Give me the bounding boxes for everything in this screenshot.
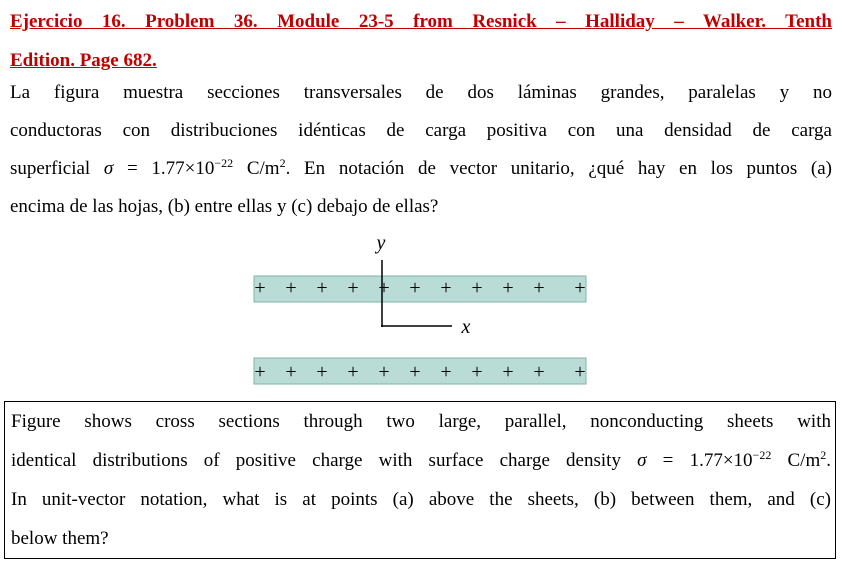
plus-charge-icon: +: [316, 277, 328, 299]
plus-charge-icon: +: [378, 277, 390, 299]
title-line-2: Edition. Page 682.: [10, 50, 157, 71]
plus-charge-icon: +: [347, 361, 359, 383]
english-line-4: below them?: [11, 528, 109, 549]
spanish-line-1: La figura muestra secciones transversales de dos láminas grandes, paralelas y no: [10, 82, 832, 103]
problem-title: [10, 2, 832, 80]
plus-charge-icon: +: [254, 361, 266, 383]
y-axis-label: y: [376, 232, 386, 254]
plus-charge-icon: +: [502, 277, 514, 299]
plus-charge-icon: +: [440, 361, 452, 383]
x-axis-label: x: [461, 316, 471, 338]
english-line-2: identical distributions of positive charge with surface charge density $\sigma = 1.77\times 10^{-22}$ $C/m^2$.: [11, 448, 831, 471]
plus-charge-icon: +: [316, 361, 328, 383]
plus-charge-icon: +: [254, 277, 266, 299]
english-line-1: Figure shows cross sections through two large, parallel, nonconducting sheets with: [11, 411, 831, 432]
plus-charge-icon: +: [285, 361, 297, 383]
plus-charge-icon: +: [574, 361, 586, 383]
title-line-1: Ejercicio 16. Problem 36. Module 23-5 from Resnick – Halliday – Walker. Tenth: [10, 11, 832, 32]
spanish-statement: [10, 74, 832, 226]
spanish-line-4: encima de las hojas, (b) entre ellas y (c) debajo de ellas?: [10, 196, 439, 217]
plus-charge-icon: +: [440, 277, 452, 299]
plus-charge-icon: +: [409, 277, 421, 299]
spanish-line-3: superficial $\sigma = 1.77\times 10^{-22}$ $C/m^2$. En notación de vector unitario, ¿qué hay en los puntos (a): [10, 156, 832, 179]
plus-charge-icon: +: [502, 361, 514, 383]
plus-charge-icon: +: [471, 361, 483, 383]
english-line-3: In unit-vector notation, what is at points (a) above the sheets, (b) between them, and (c): [11, 489, 831, 510]
plus-charge-icon: +: [533, 277, 545, 299]
plus-charge-icon: +: [347, 277, 359, 299]
plus-charge-icon: +: [574, 277, 586, 299]
plus-charge-icon: +: [378, 361, 390, 383]
sigma-symbol: σ: [103, 158, 114, 179]
plus-charge-icon: +: [533, 361, 545, 383]
plus-charge-icon: +: [285, 277, 297, 299]
plus-charge-icon: +: [409, 361, 421, 383]
english-statement-box: [4, 401, 836, 559]
sigma-symbol: σ: [637, 450, 647, 471]
spanish-line-2: conductoras con distribuciones idénticas de carga positiva con una densidad de carga: [10, 120, 832, 141]
plus-charge-icon: +: [471, 277, 483, 299]
charged-sheets-figure: [0, 230, 842, 400]
